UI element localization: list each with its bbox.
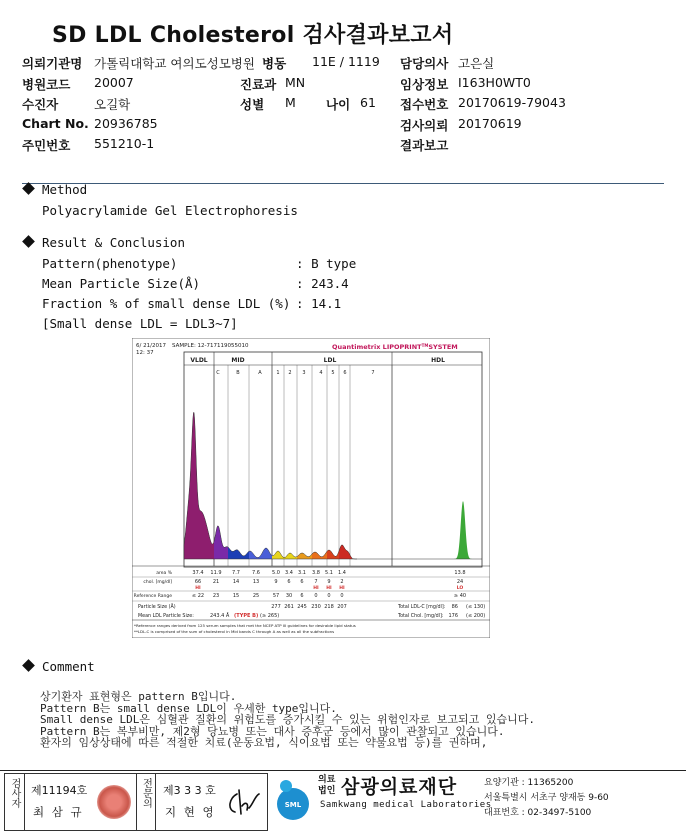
area-value: 5.1 [325, 570, 333, 576]
header-divider [22, 183, 664, 184]
header-right-value: 20170619-79043 [458, 95, 566, 110]
band-label: 1 [276, 370, 280, 376]
area-value: 5.0 [272, 570, 280, 576]
sex-value: M [285, 95, 296, 110]
chol-value: 6 [287, 579, 291, 585]
area-value: 13.8 [454, 570, 466, 576]
ref-value: 30 [285, 593, 293, 599]
specialist-id: 제3 3 3 호 [163, 784, 216, 797]
particle-size-value: 207 [337, 604, 347, 610]
region-label: VLDL [190, 357, 208, 364]
ref-value: 57 [272, 593, 280, 599]
age-label: 나이 [326, 97, 351, 112]
comment-line: 환자의 임상상태에 따른 적절한 치료(운동요법, 식이요법 또는 약물요법 등)를 권하며, [40, 736, 488, 749]
chart-date: 6/ 21/2017 [136, 343, 166, 349]
region-label: LDL [323, 357, 337, 364]
header-left-label: 주민번호 [22, 138, 71, 153]
signature-icon [225, 788, 261, 818]
header-right-label: 결과보고 [400, 138, 449, 153]
header-left-label: 병원코드 [22, 76, 71, 92]
particle-size-value: 261 [284, 604, 294, 610]
header-right-label: 검사의뢰 [400, 117, 449, 133]
area-value: 7.7 [232, 570, 240, 576]
chol-flag: HI [313, 586, 319, 591]
area-value: 7.6 [252, 570, 260, 576]
header-right-label: 담당의사 [400, 56, 449, 71]
particle-size-value: 230 [311, 604, 321, 610]
method-text: Polyacrylamide Gel Electrophoresis [42, 203, 298, 218]
dept-label: 진료과 [240, 77, 277, 92]
sex-label: 성별 [240, 97, 265, 112]
chol-value: 21 [212, 579, 220, 585]
header-left-label: 수진자 [22, 97, 59, 112]
chol-flag: HI [339, 586, 345, 591]
band-label: A [258, 370, 262, 376]
bullet-icon [22, 182, 35, 195]
mean-ldl-type: (TYPE B) [234, 613, 259, 619]
total-ldl-value: 86 [451, 604, 458, 610]
chol-value: 24 [456, 579, 464, 585]
band-label: C [216, 370, 220, 376]
comment-line: Pattern B는 small dense LDL이 우세한 type입니다. [40, 701, 337, 715]
band-label: 6 [343, 370, 347, 376]
org-phone: 대표번호 : 02-3497-5100 [484, 808, 592, 818]
total-chol-value: 176 [448, 613, 458, 619]
region-label: MID [231, 357, 245, 364]
comment-line: 상기환자 표현형은 pattern B입니다. [40, 690, 237, 703]
ref-value: 25 [252, 593, 260, 599]
inspector-name: 최 삼 규 [33, 805, 84, 819]
comment-line: Pattern B는 복부비만, 제2형 당뇨병 또는 대사 증후군 등에서 많이 관찰되고 있습니다. [40, 724, 505, 738]
comment-heading: Comment [24, 659, 95, 674]
ref-value: ≥ 40 [453, 593, 467, 599]
result-note: [Small dense LDL = LDL3~7] [42, 316, 238, 331]
result-value-row: : 243.4 [296, 276, 349, 291]
header-right-value: 고은실 [458, 56, 495, 71]
total-ldl-ref: (≤ 130) [466, 604, 486, 610]
total-chol-ref: (≤ 200) [466, 613, 486, 619]
report-title: SD LDL Cholesterol 검사결과보고서 [52, 23, 454, 48]
chol-flag: HI [195, 586, 201, 591]
header-left-value: 20936785 [94, 115, 158, 131]
chart-footnote: **LDL-C is comprised of the sum of cholesterol in Mid bands C through A as well as all the subfractions [134, 629, 335, 634]
area-value: 37.4 [192, 570, 204, 576]
chol-value: 9 [327, 579, 331, 585]
chart-sample: SAMPLE: 12-717119055010 [172, 343, 249, 349]
area-value: 3.1 [298, 570, 306, 576]
band-label: 5 [331, 370, 335, 376]
chol-value: 13 [252, 579, 260, 585]
header-right-value: I163H0WT0 [458, 74, 531, 90]
result-value: 14.1 [311, 296, 342, 311]
chart-time: 12: 37 [136, 350, 154, 356]
particle-size-label: Particle Size (Å) [138, 605, 176, 610]
org-code: 요양기관 : 11365200 [484, 778, 574, 788]
specialist-label-col [136, 774, 156, 830]
header-right-label: 접수번호 [400, 97, 449, 112]
result-heading: Result & Conclusion [24, 235, 185, 250]
comment-line: Small dense LDL은 심혈관 질환의 위험도를 증가시킬 수 있는 위험인자로 보고되고 있습니다. [40, 713, 535, 726]
area-label: area % [156, 571, 172, 576]
org-prefix: 의료 법인 [318, 775, 336, 796]
specialist-label: 전문의 [140, 778, 152, 808]
header-left-value: 20007 [94, 74, 134, 90]
ref-value: 6 [300, 593, 304, 599]
org-name: 삼광의료재단 [341, 776, 458, 798]
total-ldl-label: Total LDL-C [mg/dl]: [398, 605, 446, 610]
footer-signature-box [4, 773, 268, 831]
result-value: B type [311, 256, 357, 271]
seal-stamp-icon [97, 785, 131, 819]
chol-flag: LO [456, 586, 464, 591]
band-label: 4 [319, 370, 323, 376]
ref-label: Reference Range [133, 594, 172, 599]
logo-text: SML [284, 801, 302, 809]
band-label: B [236, 370, 240, 376]
result-label: Mean Particle Size(Å) [42, 276, 201, 291]
ref-value: 23 [212, 593, 220, 599]
header-left-label: Chart No. [22, 115, 89, 131]
area-value: 3.4 [285, 570, 293, 576]
ref-value: ≤ 22 [191, 593, 205, 599]
result-value-row: : B type [296, 256, 357, 271]
region-label: HDL [431, 357, 445, 364]
chol-label: chol. [mg/dl] [143, 580, 172, 585]
ward-value: 11E / 1119 [312, 54, 380, 69]
ward-label: 병동 [262, 56, 287, 71]
org-english: Samkwang medical Laboratories [320, 800, 492, 810]
org-address: 서울특별시 서초구 양재동 9-60 [484, 793, 609, 803]
chol-flag: HI [326, 586, 332, 591]
chol-value: 2 [340, 579, 344, 585]
mean-ldl-ref: (≥ 265) [260, 613, 280, 619]
header-left-value: 오길학 [94, 97, 131, 112]
ref-value: 0 [340, 593, 344, 599]
footer-divider [0, 770, 686, 771]
particle-size-value: 277 [271, 604, 281, 610]
header-left-value: 가톨릭대학교 여의도성모병원 [94, 56, 255, 71]
band-label: 7 [371, 370, 375, 376]
dept-value: MN [285, 75, 306, 90]
result-labels [42, 254, 290, 334]
chol-value: 7 [314, 579, 318, 585]
chol-value: 14 [232, 579, 240, 585]
chol-value: 6 [300, 579, 304, 585]
org-info [484, 776, 609, 821]
mean-ldl-value: 243.4 Å [210, 613, 230, 619]
age-value: 61 [360, 95, 376, 110]
sml-logo-icon [272, 774, 314, 824]
header-left-value: 551210-1 [94, 136, 155, 151]
area-value: 3.8 [312, 570, 320, 576]
band-label: 3 [302, 370, 306, 376]
result-values [296, 254, 356, 314]
chart-footnote: *Reference ranges derived from 125 serum samples that met the NCEP ATP III guidelines for desirable lipid status [134, 623, 356, 628]
comment-body [40, 691, 535, 749]
specialist-name: 지 현 영 [165, 805, 216, 819]
result-value: 243.4 [311, 276, 349, 291]
header-right-value: 20170619 [458, 115, 522, 131]
bullet-icon [22, 659, 35, 672]
result-label: Pattern(phenotype) [42, 256, 178, 271]
chol-value: 66 [194, 579, 202, 585]
ref-value: 0 [327, 593, 331, 599]
particle-size-value: 218 [324, 604, 334, 610]
mean-ldl-label: Mean LDL Particle Size: [138, 614, 194, 619]
inspector-label: 검사자 [9, 778, 20, 808]
inspector-id: 제11194호 [31, 784, 88, 797]
particle-size-value: 245 [297, 604, 307, 610]
bullet-icon [22, 235, 35, 248]
band-label: 2 [288, 370, 292, 376]
ref-value: 0 [314, 593, 318, 599]
header-right-label: 임상정보 [400, 76, 449, 92]
result-label: Fraction % of small dense LDL (%) [42, 296, 291, 311]
lipoprint-chart [132, 338, 490, 638]
result-value-row: : 14.1 [296, 296, 342, 311]
ref-value: 15 [232, 593, 240, 599]
total-chol-label: Total Chol. [mg/dl]: [398, 614, 444, 619]
chol-value: 9 [274, 579, 278, 585]
header-left-label: 의뢰기관명 [22, 56, 83, 71]
inspector-label-col [5, 774, 25, 830]
chart-brand: Quantimetrix LIPOPRINT™SYSTEM [332, 343, 458, 351]
area-value: 11.9 [210, 570, 222, 576]
method-heading: Method [24, 182, 87, 197]
area-value: 1.4 [338, 570, 346, 576]
